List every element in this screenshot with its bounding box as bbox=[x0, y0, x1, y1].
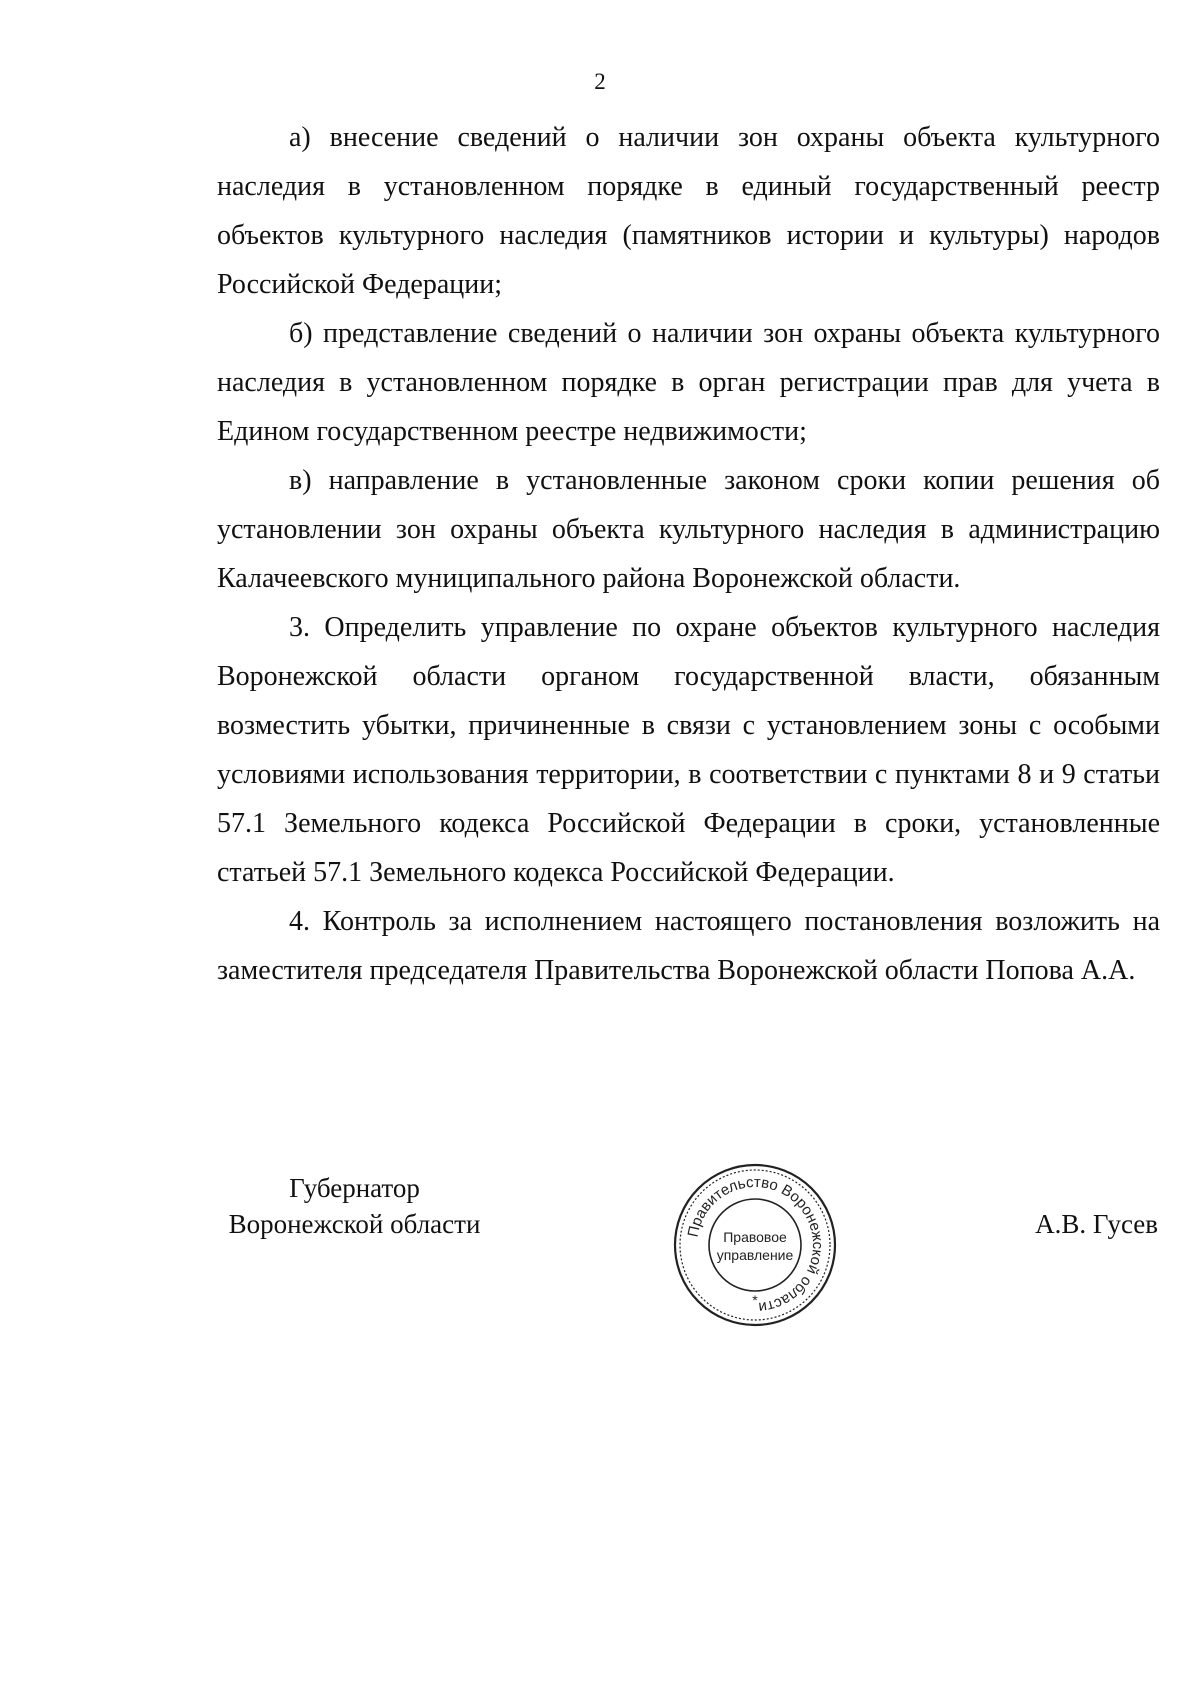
paragraph-v: в) направление в установленные законом сроки копии решения об установлении зон охраны объекта культурного наследия в администрацию Калачеевского муниципального района Воронежской области. bbox=[217, 465, 1160, 594]
position-title: Губернатор bbox=[289, 1173, 420, 1203]
position-region: Воронежской области bbox=[228, 1209, 481, 1239]
signatory-position bbox=[217, 1170, 492, 1242]
signatory-name: А.В. Гусев bbox=[1035, 1209, 1158, 1239]
stamp-center-line2: управление bbox=[716, 1247, 794, 1263]
stamp-star: * bbox=[752, 1292, 758, 1308]
paragraph-4: 4. Контроль за исполнением настоящего постановления возложить на заместителя председателя Правительства Воронежской области Попова А.А. bbox=[217, 906, 1160, 986]
document-body bbox=[217, 113, 1160, 995]
stamp-graphic bbox=[670, 1160, 840, 1330]
page-number: 2 bbox=[594, 69, 606, 94]
paragraph-b: б) представление сведений о наличии зон охраны объекта культурного наследия в установленном порядке в орган регистрации прав для учета в Едином государственном реестре недвижимости; bbox=[217, 318, 1160, 447]
signature-block bbox=[0, 1160, 1200, 1360]
stamp-ring-text: Правительство Воронежской области bbox=[684, 1173, 827, 1316]
paragraph-3: 3. Определить управление по охране объектов культурного наследия Воронежской области органом государственной власти, обязанным возместить убытки, причиненные в связи с установлением зоны с особыми условиями использования территории, в соответствии с пунктами 8 и 9 статьи 57.1 Земельного кодекса Российской Федерации в сроки, установленные статьей 57.1 Земельного кодекса Российской Федерации. bbox=[217, 612, 1160, 888]
stamp-center-line1: Правовое bbox=[723, 1229, 787, 1245]
paragraph-a: а) внесение сведений о наличии зон охраны объекта культурного наследия в установленном порядке в единый государственный реестр объектов культурного наследия (памятников истории и культуры) народов Российской Федерации; bbox=[217, 122, 1160, 300]
official-stamp bbox=[670, 1160, 840, 1330]
